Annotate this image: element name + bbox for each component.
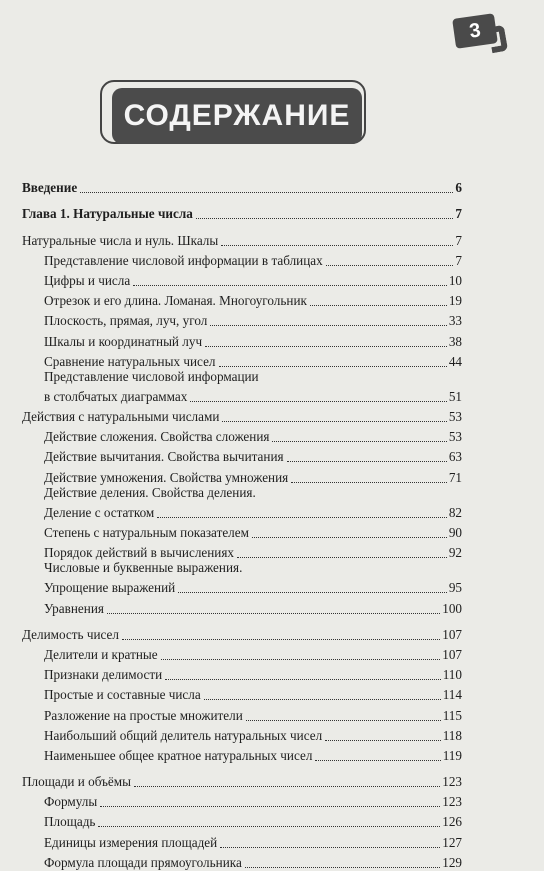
toc-entry-page: 33 (448, 313, 462, 329)
toc-entry-page: 114 (442, 687, 462, 703)
toc-entry[interactable] (22, 744, 462, 764)
toc-dot-leader (221, 231, 453, 246)
toc-entry[interactable] (22, 350, 462, 370)
toc-entry-page: 44 (448, 353, 462, 369)
toc-entry-page: 53 (448, 429, 462, 445)
toc-entry[interactable] (22, 623, 462, 643)
toc-dot-leader (220, 833, 440, 848)
toc-entry[interactable] (22, 770, 462, 790)
toc-dot-leader (222, 407, 446, 422)
toc-dot-leader (245, 559, 460, 573)
toc-entry[interactable] (22, 425, 462, 445)
toc-entry-title: Формулы (44, 794, 98, 810)
toc-entry[interactable] (22, 521, 462, 541)
toc-entry-title: Действие умножения. Свойства умножения (44, 469, 289, 485)
toc-dot-leader (315, 746, 440, 761)
toc-entry[interactable] (22, 202, 462, 222)
toc-entry[interactable] (22, 724, 462, 744)
toc-entry-title: Простые и составные числа (44, 687, 201, 703)
toc-entry[interactable] (22, 370, 462, 385)
toc-dot-leader (157, 503, 447, 518)
toc-entry[interactable] (22, 596, 462, 616)
toc-dot-leader (196, 204, 454, 219)
toc-entry-page: 53 (448, 409, 462, 425)
toc-entry-page: 100 (442, 600, 462, 616)
title-banner (100, 80, 368, 148)
toc-entry-page: 107 (442, 626, 462, 642)
toc-entry-title: Наименьшее общее кратное натуральных чисел (44, 747, 313, 763)
toc-dot-leader (122, 625, 440, 640)
toc-entry[interactable] (22, 643, 462, 663)
toc-entry[interactable] (22, 501, 462, 521)
toc-entry[interactable] (22, 790, 462, 810)
toc-dot-leader (287, 447, 447, 462)
toc-dot-leader (210, 311, 446, 326)
toc-dot-leader (237, 543, 447, 558)
toc-entry-page: 118 (442, 727, 462, 743)
bracket-decoration-icon (488, 25, 508, 53)
toc-dot-leader (80, 178, 453, 193)
toc-entry[interactable] (22, 703, 462, 723)
toc-entry[interactable] (22, 385, 462, 405)
toc-dot-leader (190, 387, 446, 402)
toc-entry-page: 127 (442, 834, 462, 850)
toc-entry-page: 7 (455, 206, 462, 222)
toc-entry[interactable] (22, 851, 462, 871)
toc-entry-page: 38 (448, 333, 462, 349)
toc-entry-title: Действие вычитания. Свойства вычитания (44, 449, 284, 465)
toc-entry[interactable] (22, 541, 462, 561)
toc-entry-page: 63 (448, 449, 462, 465)
toc-entry-title: Шкалы и координатный луч (44, 333, 203, 349)
toc-entry-page: 10 (448, 272, 462, 288)
toc-entry-title: Действие сложения. Свойства сложения (44, 429, 270, 445)
toc-dot-leader (262, 368, 460, 382)
toc-dot-leader (161, 645, 441, 660)
toc-entry[interactable] (22, 810, 462, 830)
toc-entry[interactable] (22, 249, 462, 269)
toc-entry-page: 92 (448, 545, 462, 561)
toc-entry[interactable] (22, 683, 462, 703)
toc-entry-page: 115 (442, 707, 462, 723)
toc-entry-title: Действие деления. Свойства деления. (44, 484, 256, 500)
toc-entry-title: Признаки делимости (44, 667, 163, 683)
toc-dot-leader (134, 772, 440, 787)
toc-entry-title: Делимость чисел (22, 626, 119, 642)
toc-entry[interactable] (22, 465, 462, 485)
toc-entry[interactable] (22, 663, 462, 683)
toc-dot-leader (178, 578, 447, 593)
toc-dot-leader (98, 812, 440, 827)
toc-entry-page: 6 (455, 180, 462, 196)
toc-entry[interactable] (22, 329, 462, 349)
toc-entry[interactable] (22, 576, 462, 596)
toc-dot-leader (204, 685, 441, 700)
toc-entry[interactable] (22, 486, 462, 501)
toc-entry[interactable] (22, 289, 462, 309)
toc-entry-title: Представление числовой информации (44, 368, 259, 384)
toc-entry-page: 129 (442, 854, 462, 870)
toc-entry-page: 7 (455, 232, 462, 248)
toc-dot-leader (252, 523, 447, 538)
toc-entry-page: 7 (455, 252, 462, 268)
toc-entry-title: Цифры и числа (44, 272, 131, 288)
toc-dot-leader (310, 291, 447, 306)
toc-entry-title: Действия с натуральными числами (22, 409, 220, 425)
toc-entry-page: 107 (442, 646, 462, 662)
toc-dot-leader (245, 853, 440, 868)
toc-entry-title: Порядок действий в вычислениях (44, 545, 235, 561)
page-number-badge (450, 12, 510, 54)
toc-entry-page: 95 (448, 580, 462, 596)
toc-entry-title: Упрощение выражений (44, 580, 176, 596)
page-number: 3 (452, 13, 498, 49)
toc-entry-title: Делители и кратные (44, 646, 158, 662)
toc-entry[interactable] (22, 176, 462, 196)
toc-entry-title: Площади и объёмы (22, 774, 131, 790)
toc-entry-title: Плоскость, прямая, луч, угол (44, 313, 208, 329)
toc-entry-title: Глава 1. Натуральные числа (22, 206, 193, 222)
toc-entry-title: Наибольший общий делитель натуральных чисел (44, 727, 323, 743)
toc-entry[interactable] (22, 309, 462, 329)
toc-dot-leader (133, 271, 447, 286)
toc-dot-leader (326, 251, 454, 266)
toc-entry-page: 119 (442, 747, 462, 763)
toc-entry[interactable] (22, 405, 462, 425)
toc-dot-leader (165, 665, 441, 680)
toc-entry-page: 51 (448, 388, 462, 404)
toc-dot-leader (272, 427, 446, 442)
toc-entry-page: 19 (448, 293, 462, 309)
toc-entry-title: Деление с остатком (44, 504, 155, 520)
table-of-contents (22, 176, 462, 871)
toc-dot-leader (107, 599, 440, 614)
toc-dot-leader (291, 468, 447, 483)
toc-dot-leader (325, 726, 441, 741)
toc-entry[interactable] (22, 445, 462, 465)
toc-entry-page: 90 (448, 525, 462, 540)
toc-entry-title: Уравнения (44, 600, 104, 616)
toc-dot-leader (205, 332, 447, 347)
toc-dot-leader (259, 484, 460, 498)
toc-entry-page: 123 (442, 774, 462, 790)
toc-entry-title: Разложение на простые множители (44, 707, 243, 723)
toc-dot-leader (246, 706, 441, 721)
toc-entry-title: в столбчатых диаграммах (44, 388, 188, 404)
toc-entry-title: Степень с натуральным показателем (44, 525, 249, 540)
toc-entry-title: Единицы измерения площадей (44, 834, 218, 850)
toc-entry-title: Формула площади прямоугольника (44, 854, 242, 870)
toc-entry-title: Сравнение натуральных чисел (44, 353, 216, 369)
toc-entry-page: 71 (448, 469, 462, 485)
toc-entry-page: 123 (442, 794, 462, 810)
toc-entry-title: Числовые и буквенные выражения. (44, 560, 243, 576)
toc-entry-page: 126 (442, 814, 462, 830)
toc-entry-page: 110 (442, 667, 462, 683)
toc-entry-title: Площадь (44, 814, 96, 830)
toc-entry-page: 82 (448, 504, 462, 520)
toc-entry-title: Введение (22, 180, 78, 196)
toc-entry-title: Натуральные числа и нуль. Шкалы (22, 232, 219, 248)
toc-entry[interactable] (22, 830, 462, 850)
page-title: СОДЕРЖАНИЕ (112, 88, 362, 144)
toc-entry[interactable] (22, 228, 462, 248)
toc-entry-title: Отрезок и его длина. Ломаная. Многоугольник (44, 293, 307, 309)
toc-entry-title: Представление числовой информации в таблицах (44, 252, 323, 268)
toc-entry[interactable] (22, 561, 462, 576)
toc-entry[interactable] (22, 269, 462, 289)
toc-dot-leader (219, 352, 447, 367)
